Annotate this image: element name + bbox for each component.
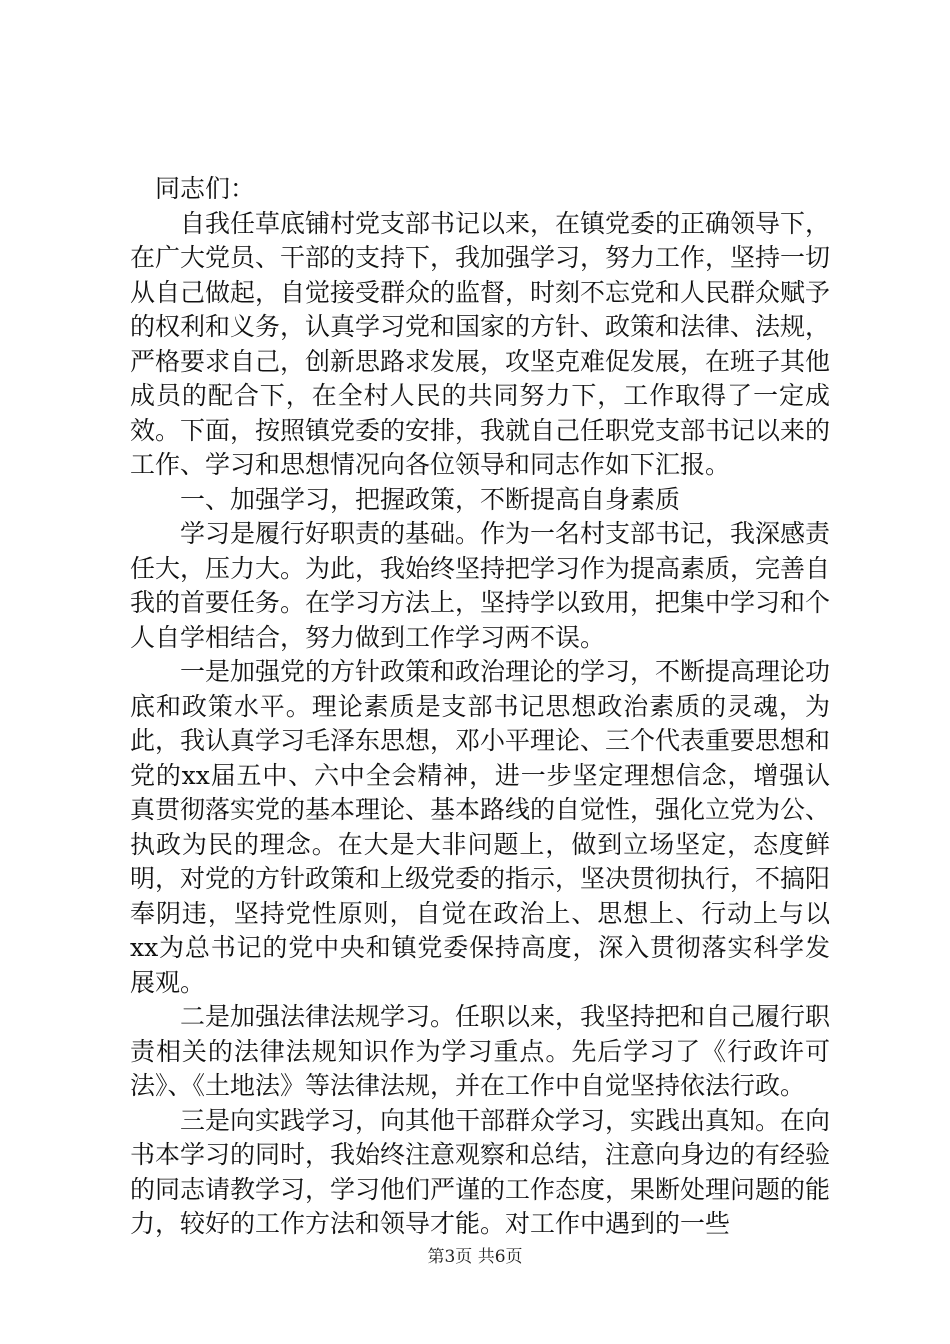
page-number-footer: 第3页 共6页 <box>427 1247 523 1267</box>
intro-paragraph: 自我任草底铺村党支部书记以来，在镇党委的正确领导下，在广大党员、干部的支持下，我加强学习，努力工作，坚持一切从自己做起，自觉接受群众的监督，时刻不忘党和人民群众赋予的权利和义务，认真学习党和国家的方针、政策和法律、法规，严格要求自己，创新思路求发展，攻坚克难促发展，在班子其他成员的配合下，在全村人民的共同努力下，工作取得了一定成效。下面，按照镇党委的安排，我就自己任职党支部书记以来的工作、学习和思想情况向各位领导和同志作如下汇报。 <box>130 208 831 479</box>
document-body <box>130 172 830 1242</box>
body-paragraph: 一是加强党的方针政策和政治理论的学习，不断提高理论功底和政策水平。理论素质是支部书记思想政治素质的灵魂，为此，我认真学习毛泽东思想，邓小平理论、三个代表重要思想和党的xx届五中、六中全会精神，进一步坚定理想信念，增强认真贯彻落实党的基本理论、基本路线的自觉性，强化立党为公、执政为民的理念。在大是大非问题上，做到立场坚定，态度鲜明，对党的方针政策和上级党委的指示，坚决贯彻执行，不搞阳奉阴违，坚持党性原则，自觉在政治上、思想上、行动上与以xx为总书记的党中央和镇党委保持高度，深入贯彻落实科学发展观。 <box>130 657 831 997</box>
body-paragraph: 二是加强法律法规学习。任职以来，我坚持把和自己履行职责相关的法律法规知识作为学习重点。先后学习了《行政许可法》、《土地法》等法律法规，并在工作中自觉坚持依法行政。 <box>130 1002 831 1100</box>
body-paragraph: 三是向实践学习，向其他干部群众学习，实践出真知。在向书本学习的同时，我始终注意观察和总结，注意向身边的有经验的同志请教学习，学习他们严谨的工作态度，果断处理问题的能力，较好的工作方法和领导才能。对工作中遇到的一些 <box>130 1105 831 1238</box>
section-heading: 一、加强学习，把握政策，不断提高自身素质 <box>180 484 681 514</box>
body-paragraph: 学习是履行好职责的基础。作为一名村支部书记，我深感责任大，压力大。为此，我始终坚持把学习作为提高素质，完善自我的首要任务。在学习方法上，坚持学以致用，把集中学习和个人自学相结合，努力做到工作学习两不误。 <box>130 519 831 652</box>
salutation-paragraph: 同志们： <box>155 174 256 203</box>
